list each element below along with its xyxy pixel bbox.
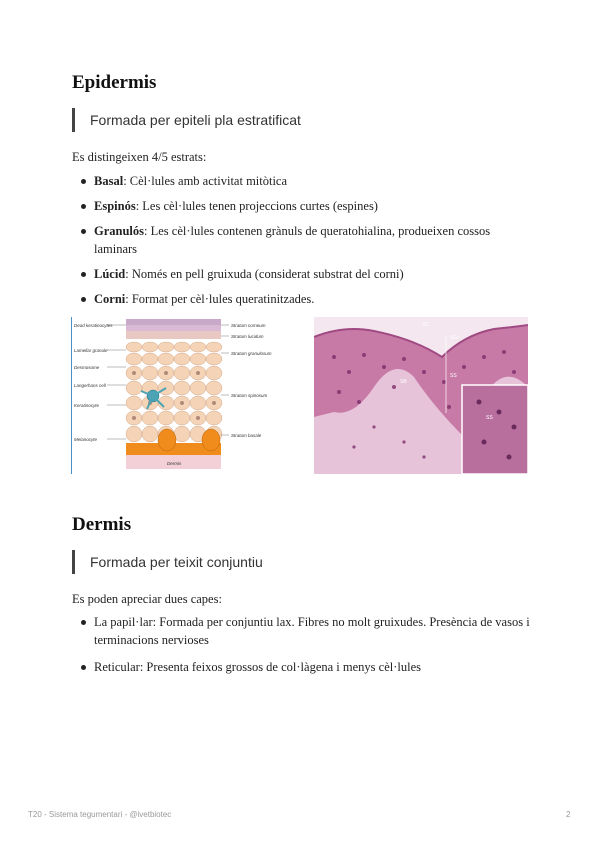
item-desc: : Cèl·lules amb activitat mitòtica [123,174,288,188]
footer-title: T20 - Sistema tegumentari - @ivetbiotec [28,810,172,819]
list-item [72,222,532,258]
list-item [72,172,532,190]
layers-illustration [71,317,293,474]
item-desc: : Les cèl·lules tenen projeccions curtes (espines) [135,199,378,213]
diagram-label: Keratinocyte [74,403,100,408]
diagram-label: Desmosome [74,365,100,370]
diagram-label: Langerhans cell [74,383,106,388]
diagram-label: Dermis [167,461,182,466]
epidermis-layers-diagram [71,317,293,474]
diagram-label: Lamellar granule [74,348,108,353]
diagram-label: Stratum basale [231,433,262,438]
diagram-label: Stratum granulosum [231,351,272,356]
item-desc: : Les cèl·lules contenen grànuls de queratohialina, produeixen cossos laminars [94,224,491,256]
item-term: Lúcid [94,267,126,281]
item-desc: La papil·lar: Formada per conjuntiu lax. Fibres no molt gruixudes. Presència de vasos i terminacions nervioses [94,615,530,647]
section-title-epidermis: Epidermis [72,72,157,93]
item-term: Corni [94,292,126,306]
item-desc: Reticular: Presenta feixos grossos de col·làgena i menys cèl·lules [94,660,421,674]
micrograph-label: SGr [450,335,459,341]
item-desc: : Només en pell gruixuda (considerat substrat del corni) [125,267,404,281]
micrograph-image [314,317,528,474]
micrograph-label: SB [400,379,407,385]
list-item [72,613,532,649]
item-desc: : Format per cèl·lules queratinitzades. [125,292,315,306]
list-item [72,265,532,283]
item-term: Basal [94,174,124,188]
list-item [72,197,532,215]
blockquote-epidermis: Formada per epiteli pla estratificat [72,108,301,132]
strata-list [72,172,532,308]
section-title-dermis: Dermis [72,514,132,535]
list-item [72,658,532,676]
intro-dermis: Es poden apreciar dues capes: [72,592,222,606]
intro-epidermis: Es distingeixen 4/5 estrats: [72,150,207,164]
diagram-label: Stratum lucidum [231,334,264,339]
dermis-layers-list [72,613,532,676]
diagram-label: Melanocyte [74,437,98,442]
micrograph-label: SS [450,373,457,379]
item-term: Granulós [94,224,145,238]
diagram-label: Dead keratinocytes [74,323,113,328]
item-term: Espinós [94,199,136,213]
diagram-label: Stratum corneum [231,323,266,328]
micrograph-label: SC [422,322,429,328]
list-item [72,290,532,308]
diagram-label: Stratum spinosum [231,393,268,398]
page-number: 2 [566,810,571,819]
blockquote-dermis: Formada per teixit conjuntiu [72,550,263,574]
micrograph-label: SS [486,415,493,421]
histology-micrograph [314,317,528,474]
